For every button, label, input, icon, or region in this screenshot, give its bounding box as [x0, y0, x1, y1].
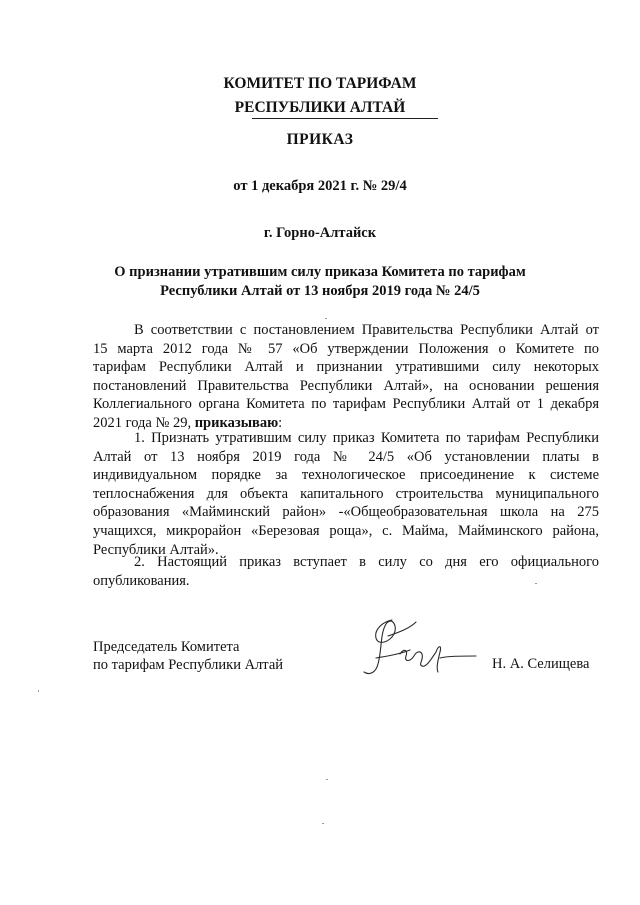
- paragraph-line: Алтай от 13 ноября 2019 года № 24/5 «Об установлении платы в: [93, 448, 599, 465]
- scan-speck: [326, 779, 328, 780]
- signatory-position-line2: по тарифам Республики Алтай: [93, 657, 284, 673]
- scan-speck: [322, 823, 324, 824]
- paragraph-line: В соответствии с постановлением Правительства Республики Алтай от: [134, 322, 599, 338]
- paragraph-text: :: [278, 414, 283, 431]
- paragraph-line: Республики Алтай».: [93, 541, 219, 558]
- document-city: г. Горно-Алтайск: [263, 225, 377, 241]
- scan-speck: [325, 318, 327, 319]
- paragraph-item-1: [93, 429, 599, 559]
- org-name-line2: РЕСПУБЛИКИ АЛТАЙ: [234, 99, 406, 116]
- paragraph-line: 2. Настоящий приказ вступает в силу со дня его официального: [134, 554, 599, 570]
- paragraph-line: образования «Майминский район» -«Общеобразовательная школа на 275: [93, 504, 599, 521]
- paragraph-line: постановлений Правительства Республики Алтай», на основании решения: [93, 377, 599, 394]
- paragraph-line: индивидуальном порядке за технологическое присоединение к системе: [93, 467, 599, 484]
- paragraph-text: 2021 года № 29,: [93, 414, 195, 431]
- header-rule: [252, 118, 438, 119]
- signatory-name: Н. А. Селищева: [492, 656, 590, 672]
- paragraph-line: теплоснабжения для объекта капитального строительства муниципального: [93, 485, 599, 502]
- document-title-line1: О признании утратившим силу приказа Комитета по тарифам: [114, 264, 526, 280]
- paragraph-line: опубликования.: [93, 572, 190, 589]
- paragraph-line: 15 марта 2012 года № 57 «Об утверждении Положения о Комитете по: [93, 340, 599, 357]
- paragraph-item-2: [93, 553, 599, 590]
- paragraph-line: тарифам Республики Алтай и признании утратившими силу некоторых: [93, 359, 599, 376]
- org-name-line1: КОМИТЕТ ПО ТАРИФАМ: [223, 75, 417, 92]
- handwritten-signature: [352, 606, 492, 686]
- paragraph-line: 1. Признать утратившим силу приказ Комитета по тарифам Республики: [134, 430, 599, 446]
- order-keyword: приказываю: [194, 414, 279, 431]
- scan-speck: [535, 583, 537, 584]
- document-title-line2: Республики Алтай от 13 ноября 2019 года № 24/5: [160, 283, 480, 299]
- document-type: ПРИКАЗ: [286, 131, 354, 148]
- paragraph-preamble: [93, 321, 599, 433]
- paragraph-line: Коллегиального органа Комитета по тарифам Республики Алтай от 1 декабря: [93, 396, 599, 413]
- document-date: от 1 декабря 2021 г. № 29/4: [233, 178, 407, 194]
- scan-speck: [38, 690, 39, 692]
- paragraph-line: учащихся, микрорайон «Березовая роща», с. Майма, Майминского района,: [93, 522, 599, 539]
- signatory-position-line1: Председатель Комитета: [93, 639, 240, 655]
